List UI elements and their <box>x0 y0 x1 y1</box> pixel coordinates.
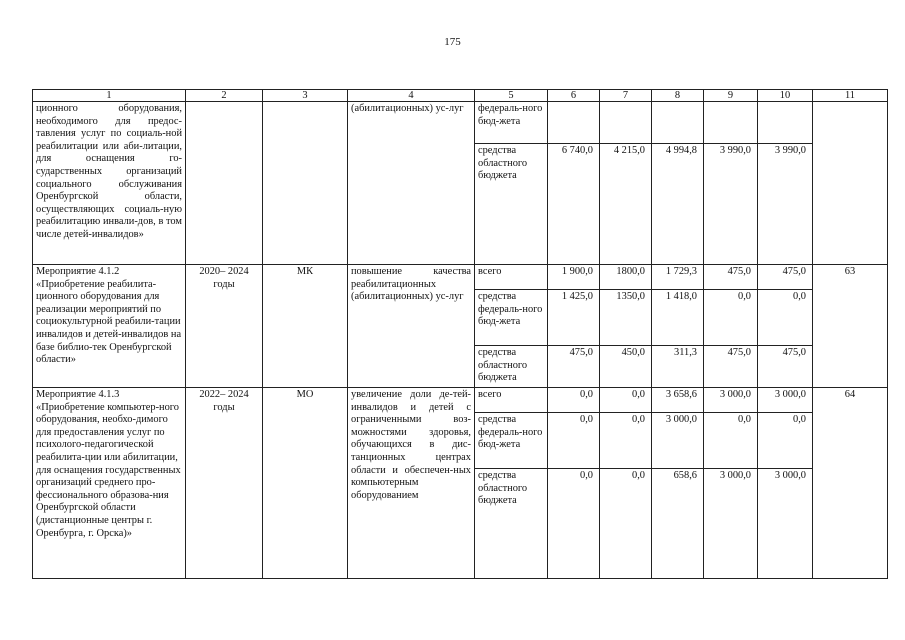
value-cell: 0,0 <box>548 413 600 469</box>
value-cell: 0,0 <box>600 469 652 579</box>
executor-cell <box>263 102 348 265</box>
value-cell: 311,3 <box>652 346 704 388</box>
value-cell: 658,6 <box>652 469 704 579</box>
funding-source: средства областного бюджета <box>475 144 548 265</box>
value-cell: 4 994,8 <box>652 144 704 265</box>
measure-description: Мероприятие 4.1.3 «Приобретение компьютер-ного оборудования, необхо-димого для предоставления услуг по психолого-педагогической реабилита-ции или абилитации, для оснащения государственных организаций среднего про-фессионального образова-ния Оренбургской области (дистанционные центры г. Оренбурга, г. Орска)» <box>33 388 186 579</box>
value-cell: 0,0 <box>600 413 652 469</box>
value-cell: 475,0 <box>758 346 813 388</box>
column-number: 6 <box>548 90 600 102</box>
link-cell: 64 <box>813 388 888 579</box>
value-cell <box>600 102 652 144</box>
value-cell: 1800,0 <box>600 265 652 290</box>
result-indicator: повышение качества реабилитационных (абилитационных) ус-луг <box>348 265 475 388</box>
value-cell: 0,0 <box>704 413 758 469</box>
column-number-row <box>33 90 888 102</box>
link-cell: 63 <box>813 265 888 388</box>
value-cell: 450,0 <box>600 346 652 388</box>
period-cell: 2020– 2024 годы <box>186 265 263 388</box>
funding-source: средства областного бюджета <box>475 469 548 579</box>
funding-source: средства федераль-ного бюд-жета <box>475 413 548 469</box>
value-cell: 0,0 <box>600 388 652 413</box>
executor-cell: МО <box>263 388 348 579</box>
value-cell: 3 990,0 <box>758 144 813 265</box>
column-number: 9 <box>704 90 758 102</box>
table-row <box>33 102 888 144</box>
funding-source: всего <box>475 265 548 290</box>
value-cell: 3 658,6 <box>652 388 704 413</box>
value-cell: 475,0 <box>758 265 813 290</box>
value-cell: 3 990,0 <box>704 144 758 265</box>
value-cell: 1 900,0 <box>548 265 600 290</box>
result-indicator: (абилитационных) ус-луг <box>348 102 475 265</box>
value-cell: 4 215,0 <box>600 144 652 265</box>
executor-cell: МК <box>263 265 348 388</box>
measure-description: ционного оборудования, необходимого для предос-тавления услуг по социаль-ной реабилитации или аби-литации, для оснащения го-сударственных организаций социального обслуживания Оренбургской области, осуществляющих социаль-ную реабилитацию инвали-дов, в том числе детей-инвалидов» <box>33 102 186 265</box>
funding-source: федераль-ного бюд-жета <box>475 102 548 144</box>
value-cell <box>652 102 704 144</box>
value-cell: 3 000,0 <box>758 469 813 579</box>
value-cell: 0,0 <box>704 290 758 346</box>
value-cell: 475,0 <box>548 346 600 388</box>
column-number: 10 <box>758 90 813 102</box>
funding-source: средства областного бюджета <box>475 346 548 388</box>
value-cell: 475,0 <box>704 346 758 388</box>
column-number: 3 <box>263 90 348 102</box>
link-cell <box>813 102 888 265</box>
page-number: 175 <box>444 36 461 48</box>
value-cell: 6 740,0 <box>548 144 600 265</box>
table-row <box>33 388 888 413</box>
funding-source: средства федераль-ного бюд-жета <box>475 290 548 346</box>
funding-source: всего <box>475 388 548 413</box>
value-cell: 0,0 <box>758 290 813 346</box>
column-number: 5 <box>475 90 548 102</box>
value-cell <box>548 102 600 144</box>
value-cell <box>704 102 758 144</box>
period-cell <box>186 102 263 265</box>
value-cell: 0,0 <box>758 413 813 469</box>
column-number: 4 <box>348 90 475 102</box>
result-indicator: увеличение доли де-тей-инвалидов и детей с ограниченными воз-можностями здоровья, обучающихся в дис-танционных центрах области и обеспечен-ных компьютерным оборудованием <box>348 388 475 579</box>
value-cell: 1 729,3 <box>652 265 704 290</box>
value-cell: 475,0 <box>704 265 758 290</box>
value-cell: 1350,0 <box>600 290 652 346</box>
program-table <box>32 89 888 579</box>
period-cell: 2022– 2024 годы <box>186 388 263 579</box>
column-number: 1 <box>33 90 186 102</box>
column-number: 2 <box>186 90 263 102</box>
value-cell: 1 425,0 <box>548 290 600 346</box>
table-row <box>33 265 888 290</box>
value-cell: 3 000,0 <box>652 413 704 469</box>
value-cell: 3 000,0 <box>704 469 758 579</box>
column-number: 8 <box>652 90 704 102</box>
value-cell: 3 000,0 <box>758 388 813 413</box>
column-number: 11 <box>813 90 888 102</box>
value-cell: 0,0 <box>548 388 600 413</box>
value-cell: 3 000,0 <box>704 388 758 413</box>
value-cell: 1 418,0 <box>652 290 704 346</box>
column-number: 7 <box>600 90 652 102</box>
value-cell: 0,0 <box>548 469 600 579</box>
value-cell <box>758 102 813 144</box>
measure-description: Мероприятие 4.1.2 «Приобретение реабилита-ционного оборудования для реализации мероприятий по социокультурной реабили-тации инвалидов и детей-инвалидов на базе библио-тек Оренбургской области» <box>33 265 186 388</box>
